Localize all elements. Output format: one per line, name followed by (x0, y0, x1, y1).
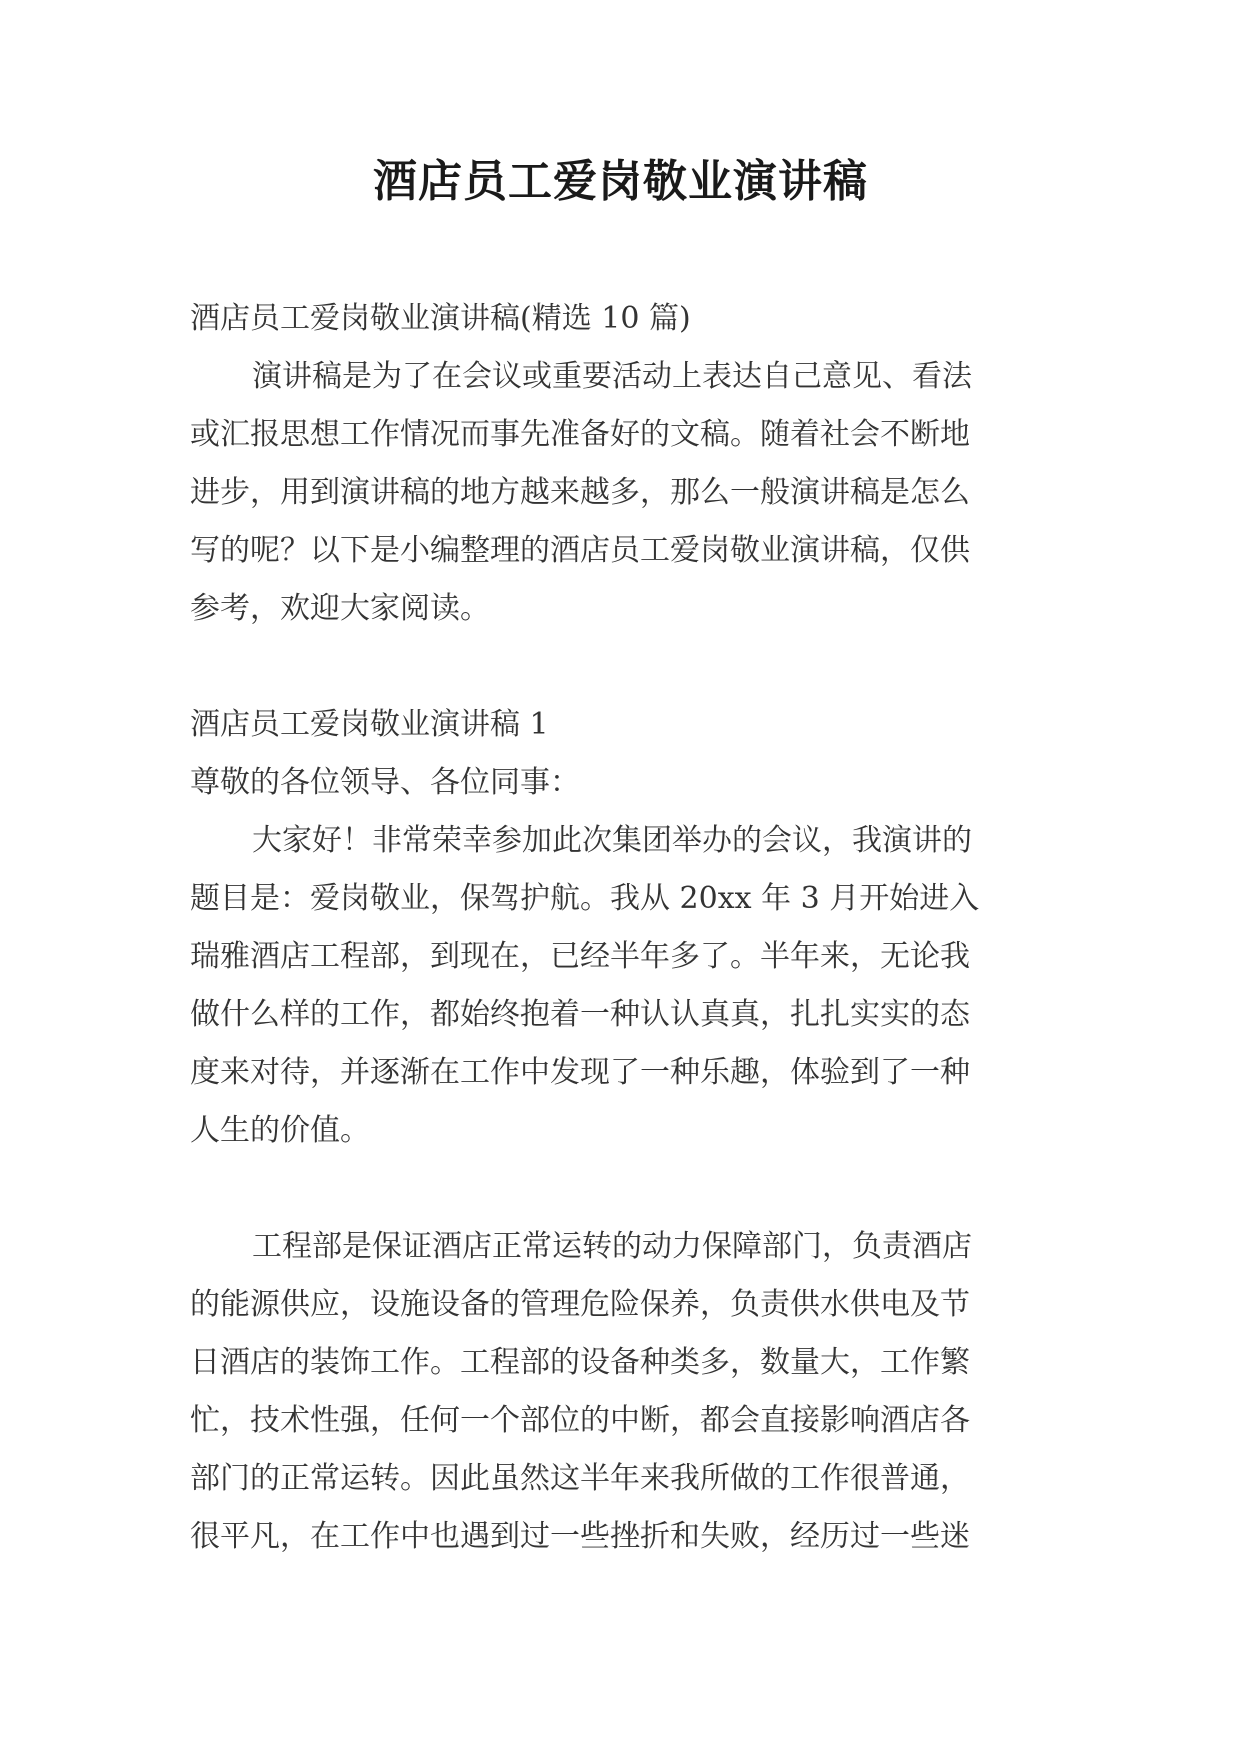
intro-line: 演讲稿是为了在会议或重要活动上表达自己意见、看法 (252, 359, 972, 394)
intro-line: 写的呢？以下是小编整理的酒店员工爱岗敬业演讲稿，仅供 (190, 533, 970, 568)
paragraph-line: 瑞雅酒店工程部，到现在，已经半年多了。半年来，无论我 (190, 939, 970, 974)
paragraph-line: 很平凡，在工作中也遇到过一些挫折和失败，经历过一些迷 (190, 1519, 970, 1554)
paragraph-line: 做什么样的工作，都始终抱着一种认认真真，扎扎实实的态 (190, 997, 970, 1032)
paragraph-line: 忙，技术性强，任何一个部位的中断，都会直接影响酒店各 (190, 1403, 970, 1438)
intro-line: 或汇报思想工作情况而事先准备好的文稿。随着社会不断地 (190, 417, 970, 452)
paragraph-line: 的能源供应，设施设备的管理危险保养，负责供水供电及节 (190, 1287, 970, 1322)
body-paragraph-1 (190, 812, 1050, 1160)
paragraph-line: 度来对待，并逐渐在工作中发现了一种乐趣，体验到了一种 (190, 1055, 970, 1090)
paragraph-line: 日酒店的装饰工作。工程部的设备种类多，数量大，工作繁 (190, 1345, 970, 1380)
document-body (190, 290, 1050, 1566)
intro-paragraph (190, 348, 1050, 638)
paragraph-line: 题目是：爱岗敬业，保驾护航。我从 20xx 年 3 月开始进入 (190, 881, 980, 916)
body-paragraph-2 (190, 1218, 1050, 1566)
paragraph-line: 大家好！非常荣幸参加此次集团举办的会议，我演讲的 (252, 823, 972, 858)
intro-line: 进步，用到演讲稿的地方越来越多，那么一般演讲稿是怎么 (190, 475, 970, 510)
document-title: 酒店员工爱岗敬业演讲稿 (373, 156, 868, 207)
document-subtitle: 酒店员工爱岗敬业演讲稿(精选 10 篇) (190, 301, 691, 336)
section-heading: 酒店员工爱岗敬业演讲稿 1 (190, 707, 549, 742)
paragraph-spacer (190, 1160, 1050, 1218)
salutation: 尊敬的各位领导、各位同事： (190, 765, 580, 800)
intro-line: 参考，欢迎大家阅读。 (190, 591, 490, 626)
paragraph-line: 人生的价值。 (190, 1113, 370, 1148)
paragraph-line: 部门的正常运转。因此虽然这半年来我所做的工作很普通， (190, 1461, 970, 1496)
paragraph-line: 工程部是保证酒店正常运转的动力保障部门，负责酒店 (252, 1229, 972, 1264)
paragraph-spacer (190, 638, 1050, 696)
